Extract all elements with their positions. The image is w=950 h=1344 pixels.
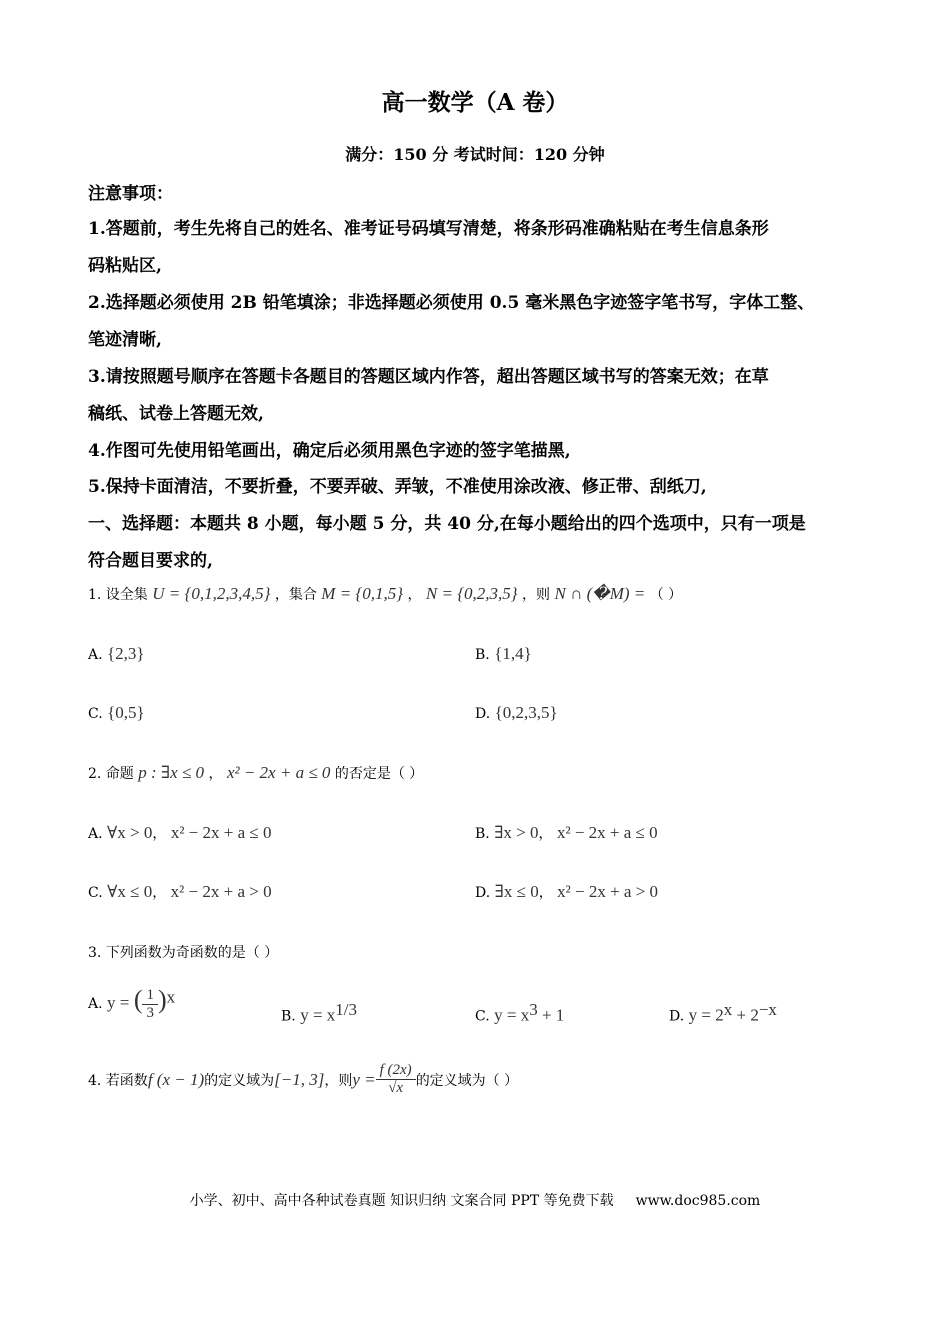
fraction-denominator: 3: [146, 1004, 154, 1021]
q1-mid2: ，则: [522, 587, 551, 603]
option-inequality: x² − 2x + a > 0: [170, 882, 272, 901]
q3-option-b[interactable]: [281, 1000, 357, 1026]
option-label: A.: [88, 647, 103, 663]
q2-inequality: x² − 2x + a ≤ 0: [226, 763, 331, 782]
option-tail: + 2: [732, 1005, 759, 1025]
notes-heading: 注意事项：: [88, 184, 173, 204]
q1-option-d[interactable]: [475, 703, 558, 723]
option-value: {1,4}: [494, 644, 532, 663]
question-2: [88, 763, 423, 783]
option-label: D.: [669, 1008, 685, 1025]
note-item-1b: 码粘贴区,: [88, 256, 162, 276]
q3-option-c[interactable]: [475, 1000, 564, 1026]
question-4: [88, 1062, 518, 1097]
option-exponent: 3: [529, 1000, 538, 1019]
q4-fraction: [376, 1062, 416, 1097]
q2-proposition: p : ∃x ≤ 0: [138, 763, 205, 782]
option-label: B.: [281, 1008, 296, 1025]
q2-option-b[interactable]: [475, 823, 658, 843]
q1-option-a[interactable]: [88, 644, 145, 664]
q1-set-m: M = {0,1,5}: [321, 584, 404, 603]
option-label: C.: [475, 1008, 490, 1025]
option-sep: ，: [538, 826, 553, 842]
option-label: C.: [88, 885, 103, 901]
option-value: {0,5}: [107, 703, 145, 722]
section-heading-a: 一、选择题：本题共 8 小题，每小题 5 分，共 40 分,在每小题给出的四个选项中，只有一项是: [88, 514, 806, 534]
note-item-5: 5.保持卡面清洁，不要折叠，不要弄破、弄皱，不准使用涂改液、修正带、刮纸刀,: [88, 477, 707, 497]
option-inequality: x² − 2x + a > 0: [557, 882, 659, 901]
left-paren: (: [133, 985, 143, 1014]
option-sep: ，: [152, 826, 167, 842]
option-value: {2,3}: [107, 644, 145, 663]
option-inequality: x² − 2x + a ≤ 0: [170, 823, 272, 842]
q2-option-a[interactable]: [88, 823, 271, 843]
question-3: 3. 下列函数为奇函数的是（ ）: [88, 945, 279, 961]
footer-text: 小学、初中、高中各种试卷真题 知识归纳 文案合同 PPT 等免费下载: [189, 1193, 614, 1209]
option-exponent: x: [723, 1000, 733, 1019]
option-sep: ，: [152, 885, 167, 901]
q1-set-u: U = {0,1,2,3,4,5}: [152, 584, 271, 603]
option-label: D.: [475, 706, 491, 722]
option-lhs: y = 2: [688, 1005, 724, 1025]
q4-function: f (x − 1): [147, 1069, 205, 1089]
fraction-denominator: √x: [388, 1080, 404, 1096]
note-item-4: 4.作图可先使用铅笔画出，确定后必须用黑色字迹的签字笔描黑,: [88, 441, 571, 461]
q1-blank: （ ）: [649, 587, 683, 603]
q1-prefix: 1. 设全集: [88, 587, 148, 603]
q4-suffix: 的定义域为（ ）: [415, 1072, 519, 1089]
note-item-2b: 笔迹清晰,: [88, 330, 162, 350]
q2-option-d[interactable]: [475, 882, 658, 902]
q3-option-d[interactable]: [669, 1000, 777, 1026]
q1-expression: N ∩ (�M) =: [554, 584, 646, 603]
q1-mid1: ，集合: [274, 587, 317, 603]
option-label: C.: [88, 706, 103, 722]
q4-prefix: 4. 若函数: [88, 1072, 148, 1089]
option-exponent: x: [166, 987, 176, 1007]
page-footer: [0, 1190, 950, 1210]
option-inequality: x² − 2x + a ≤ 0: [556, 823, 658, 842]
note-item-3a: 3.请按照题号顺序在答题卡各题目的答题区域内作答，超出答题区域书写的答案无效；在草: [88, 367, 769, 387]
q2-suffix: 的否定是（ ）: [334, 766, 424, 782]
option-label: A.: [88, 826, 103, 842]
note-item-2a: 2.选择题必须使用 2B 铅笔填涂；非选择题必须使用 0.5 毫米黑色字迹签字笔书写，字体工整、: [88, 293, 815, 313]
option-lhs: y = x: [300, 1005, 336, 1025]
option-label: B.: [475, 647, 490, 663]
exam-info: 满分：150 分 考试时间：120 分钟: [345, 145, 605, 164]
fraction-numerator: f (2x): [376, 1062, 416, 1080]
q2-option-c[interactable]: [88, 882, 272, 902]
option-quantifier: ∀x > 0: [107, 823, 153, 842]
q4-mid2: ，则: [324, 1072, 353, 1089]
section-heading-b: 符合题目要求的,: [88, 551, 213, 571]
q4-domain: [−1, 3]: [274, 1069, 325, 1089]
footer-link[interactable]: www.doc985.com: [635, 1193, 761, 1209]
fraction: [142, 987, 158, 1022]
q2-prefix: 2. 命题: [88, 766, 134, 782]
option-exponent: 1/3: [335, 1000, 358, 1019]
option-exponent-2: −x: [758, 1000, 777, 1019]
option-lhs: y = x: [494, 1005, 530, 1025]
q4-mid: 的定义域为: [204, 1072, 275, 1089]
q2-sep: ，: [208, 766, 223, 782]
q1-option-b[interactable]: [475, 644, 532, 664]
q1-option-c[interactable]: [88, 703, 145, 723]
option-value: {0,2,3,5}: [494, 703, 558, 722]
note-item-3b: 稿纸、试卷上答题无效,: [88, 404, 264, 424]
q1-sep: ，: [407, 587, 422, 603]
q3-option-a[interactable]: [88, 985, 175, 1022]
option-quantifier: ∀x ≤ 0: [107, 882, 153, 901]
option-lhs: y =: [107, 993, 130, 1012]
note-item-1a: 1.答题前，考生先将自己的姓名、准考证号码填写清楚，将条形码准确粘贴在考生信息条形: [88, 219, 769, 239]
right-paren: ): [157, 985, 167, 1014]
option-quantifier: ∃x ≤ 0: [494, 882, 539, 901]
fraction-numerator: 1: [142, 987, 158, 1005]
page-title: 高一数学（A 卷）: [381, 89, 569, 116]
q4-lhs: y =: [352, 1069, 376, 1089]
option-label: D.: [475, 885, 491, 901]
option-tail: + 1: [537, 1005, 565, 1025]
question-1: [88, 584, 682, 604]
q1-set-n: N = {0,2,3,5}: [425, 584, 518, 603]
option-quantifier: ∃x > 0: [494, 823, 539, 842]
option-label: B.: [475, 826, 490, 842]
option-label: A.: [88, 996, 103, 1012]
option-sep: ，: [538, 885, 553, 901]
